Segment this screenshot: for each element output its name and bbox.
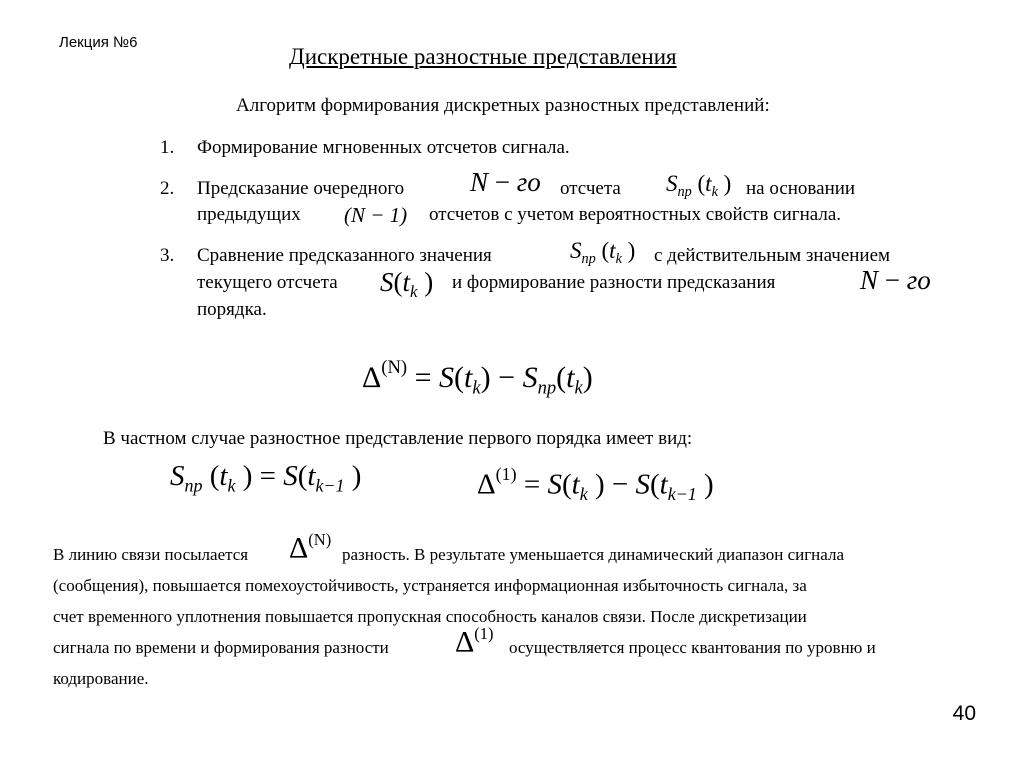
formula-s-tk-1: $S(t_k$ )	[380, 267, 434, 301]
formula-s-pred-2: $S_{пр}$ ($t_k$ )	[570, 238, 636, 267]
algorithm-heading: Алгоритм формирования дискретных разностных представлений:	[236, 95, 770, 116]
formula-n-go-2: N − го	[860, 265, 931, 295]
item-3-text-a: Сравнение предсказанного значения	[197, 245, 492, 266]
item-2-text-d: предыдущих	[197, 204, 301, 225]
formula-n-go-1: N − го	[470, 167, 541, 197]
formula-delta-1-inline: $\Delta^{(1)}$	[455, 624, 494, 659]
item-2-text-a: Предсказание очередного	[197, 178, 405, 199]
special-case-text: В частном случае разностное представление первого порядка имеет вид:	[103, 428, 693, 449]
lecture-label: Лекция №6	[59, 34, 138, 51]
item-1-number: 1.	[160, 137, 175, 158]
item-1-text: Формирование мгновенных отсчетов сигнала.	[197, 137, 570, 158]
formula-n-minus-1: (N − 1)	[344, 203, 408, 227]
item-2-text-b: отсчета	[560, 178, 621, 199]
slide-title: Дискретные разностные представления	[289, 44, 677, 69]
paragraph-line-1a: В линию связи посылается	[53, 545, 249, 564]
formula-main-difference: $\Delta^{(N)} = S(t_k) - S_{пр}(t_k)$	[362, 357, 593, 399]
item-2-number: 2.	[160, 178, 175, 199]
item-3-text-e: порядка.	[197, 299, 267, 320]
paragraph-line-4a: сигнала по времени и формирования разности	[53, 638, 389, 657]
paragraph-line-5: кодирование.	[53, 669, 149, 688]
formula-delta-n-inline: $\Delta^{(N)}$	[289, 530, 332, 565]
item-3-number: 3.	[160, 245, 175, 266]
item-3-text-d: и формирование разности предсказания	[452, 272, 776, 293]
paragraph-line-1b: разность. В результате уменьшается динамический диапазон сигнала	[342, 545, 845, 564]
formula-s-pred-1: $S_{пр}$ ($t_k$ )	[666, 171, 732, 200]
paragraph-line-2: (сообщения), повышается помехоустойчивость, устраняется информационная избыточность сигнала, за	[53, 576, 807, 595]
item-2-text-c: на основании	[746, 178, 856, 199]
item-2-text-e: отсчетов с учетом вероятностных свойств сигнала.	[429, 204, 841, 225]
paragraph-line-3: счет временного уплотнения повышается пропускная способность каналов связи. После дискретизации	[53, 607, 807, 626]
item-3-text-c: текущего отсчета	[197, 272, 338, 293]
page-number: 40	[952, 702, 976, 725]
item-3-text-b: с действительным значением	[654, 245, 891, 266]
formula-s-pred-equals: $S_{пр}$ ($t_k$ ) = $S(t_{k-1}$ )	[170, 460, 362, 496]
paragraph-line-4b: осуществляется процесс квантования по уровню и	[509, 638, 876, 657]
formula-first-order-difference: $\Delta^{(1)} = S(t_k$ ) − $S(t_{k-1}$ )	[477, 464, 714, 504]
